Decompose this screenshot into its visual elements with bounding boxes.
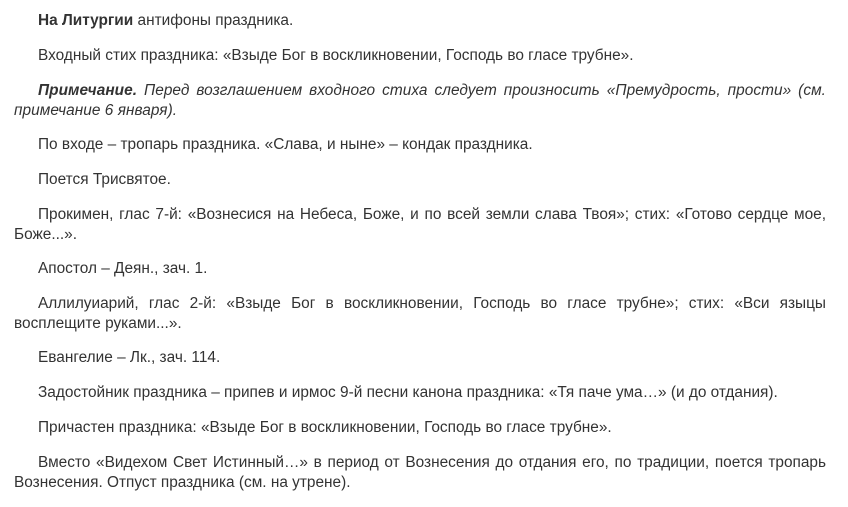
trisagion-text: Поется Трисвятое. — [38, 171, 171, 188]
liturgy-heading: На Литургии — [38, 12, 134, 29]
zadostoinik-text: Задостойник праздника – припев и ирмос 9-й песни канона праздника: «Тя паче ума…» (и до отдания). — [38, 384, 778, 401]
note-text: Перед возглашением входного стиха следует произносить «Премудрость, прости» (см. примечание 6 января). — [14, 82, 826, 119]
gospel-text: Евангелие – Лк., зач. 114. — [38, 349, 221, 366]
paragraph-dismissal — [14, 453, 826, 493]
paragraph-gospel — [14, 348, 826, 368]
paragraph-entrance-verse — [14, 46, 826, 66]
paragraph-zadostoinik — [14, 383, 826, 403]
paragraph-troparion — [14, 135, 826, 155]
troparion-text: По входе – тропарь праздника. «Слава, и ныне» – кондак праздника. — [38, 136, 533, 153]
paragraph-trisagion — [14, 170, 826, 190]
paragraph-communion-verse — [14, 418, 826, 438]
communion-verse-text: Причастен праздника: «Взыде Бог в воскликновении, Господь во гласе трубне». — [38, 419, 612, 436]
alleluia-text: Аллилуиарий, глас 2-й: «Взыде Бог в воскликновении, Господь во гласе трубне»; стих: «Вси языцы восплещите руками...». — [14, 295, 826, 332]
prokeimenon-text: Прокимен, глас 7-й: «Вознесися на Небеса, Боже, и по всей земли слава Твоя»; стих: «Готово сердце мое, Боже...». — [14, 206, 826, 243]
paragraph-prokeimenon — [14, 205, 826, 245]
liturgy-antiphons-text: антифоны праздника. — [133, 12, 294, 29]
note-label: Примечание. — [38, 82, 138, 99]
liturgy-text — [14, 11, 826, 507]
paragraph-alleluia — [14, 294, 826, 334]
paragraph-apostle — [14, 259, 826, 279]
paragraph-note — [14, 81, 826, 121]
apostle-text: Апостол – Деян., зач. 1. — [38, 260, 208, 277]
entrance-verse-text: Входный стих праздника: «Взыде Бог в воскликновении, Господь во гласе трубне». — [38, 47, 634, 64]
paragraph-liturgy-antiphons — [14, 11, 826, 31]
dismissal-text: Вместо «Видехом Свет Истинный…» в период от Вознесения до отдания его, по традиции, поется тропарь Вознесения. Отпуст праздника (см. на утрене). — [14, 454, 826, 491]
